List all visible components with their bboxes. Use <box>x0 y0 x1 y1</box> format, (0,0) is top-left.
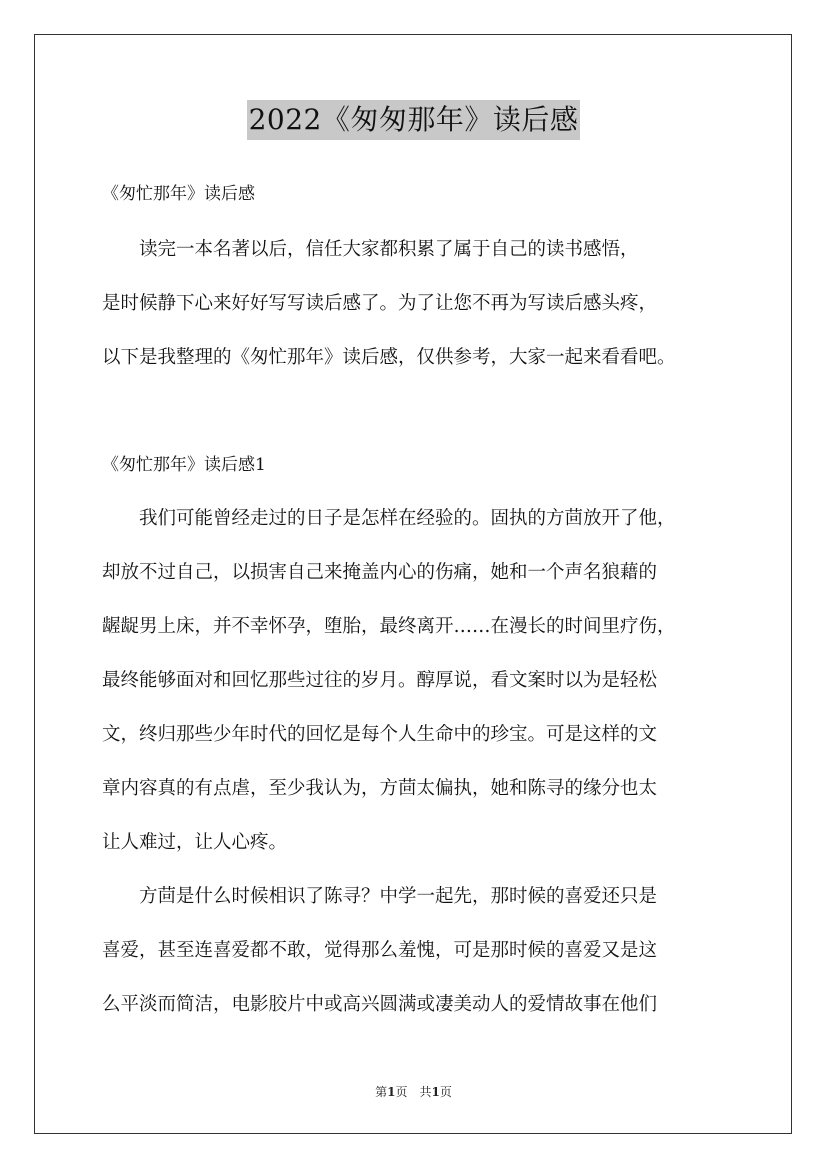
document-title: 2022《匆匆那年》读后感 <box>247 100 581 140</box>
page-current: 1 <box>387 1085 396 1099</box>
page-suffix: 页 <box>439 1085 452 1099</box>
title-container <box>0 100 827 140</box>
intro-line: 以下是我整理的《匆忙那年》读后感，仅供参考，大家一起来看看吧。 <box>102 347 676 368</box>
body-line: 却放不过自己，以损害自己来掩盖内心的伤痛，她和一个声名狼藉的 <box>102 562 658 583</box>
page-total: 1 <box>431 1085 440 1099</box>
page-footer <box>0 1084 827 1100</box>
body-line: 么平淡而简洁，电影胶片中或高兴圆满或凄美动人的爱情故事在他们 <box>102 994 658 1015</box>
subheading: 《匆忙那年》读后感 <box>102 184 255 204</box>
body-line: 文，终归那些少年时代的回忆是每个人生命中的珍宝。可是这样的文 <box>102 724 658 745</box>
body-line: 方茴是什么时候相识了陈寻？中学一起先，那时候的喜爱还只是 <box>102 886 658 907</box>
body-line: 最终能够面对和回忆那些过往的岁月。醇厚说，看文案时以为是轻松 <box>102 670 658 691</box>
body-line: 龌龊男上床，并不幸怀孕，堕胎，最终离开……在漫长的时间里疗伤， <box>102 616 676 637</box>
body-line: 让人难过，让人心疼。 <box>102 832 288 853</box>
body-line: 喜爱，甚至连喜爱都不敢，觉得那么羞愧，可是那时候的喜爱又是这 <box>102 940 658 961</box>
body-line: 我们可能曾经走过的日子是怎样在经验的。固执的方茴放开了他， <box>102 508 676 529</box>
body-line: 章内容真的有点虐，至少我认为，方茴太偏执，她和陈寻的缘分也太 <box>102 778 658 799</box>
section-heading: 《匆忙那年》读后感1 <box>102 455 266 475</box>
page-prefix: 第 <box>375 1085 388 1099</box>
intro-line: 是时候静下心来好好写写读后感了。为了让您不再为写读后感头疼， <box>102 293 658 314</box>
intro-line: 读完一本名著以后，信任大家都积累了属于自己的读书感悟， <box>102 239 639 260</box>
page-mid: 页 共 <box>395 1085 432 1099</box>
